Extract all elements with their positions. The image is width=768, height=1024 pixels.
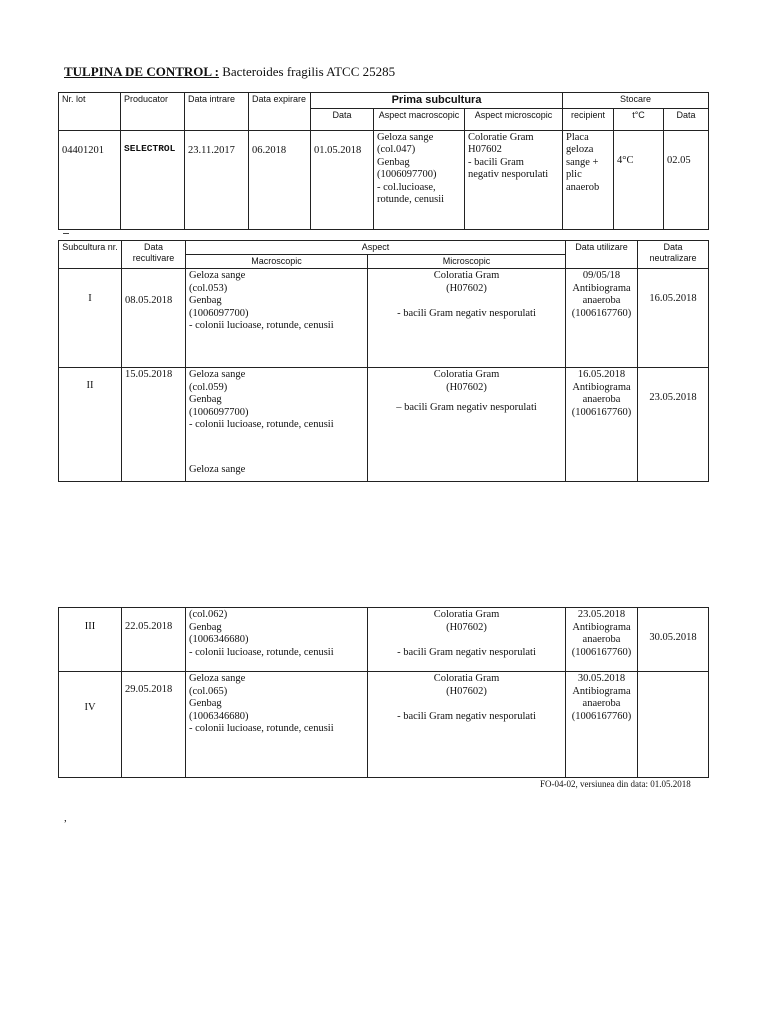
micro-note: - bacili Gram negativ nesporulati [397,711,536,722]
neutral-date [638,672,709,778]
entry-date: 23.11.2017 [185,130,249,229]
header-macroscopic: Macroscopic [186,255,368,269]
header-use-date: Data utilizare [566,241,638,269]
macro-line: (1006346680) [189,710,249,722]
micro-line: (H07602) [446,685,487,697]
subculture-nr: III [59,608,122,672]
use-cell [566,608,638,672]
macro-line: (col.047) [377,144,416,155]
header-aspect: Aspect [186,241,566,255]
macro-line: - col.lucioase, [377,181,436,193]
use-line: anaeroba [582,634,621,645]
header-neutral-date: Data neutralizare [638,241,709,269]
use-line: (1006167760) [571,710,632,722]
micro-line: Coloratia Gram [433,673,500,684]
header-storage: Stocare [563,93,709,109]
micro-cell [368,269,566,368]
use-cell [566,269,638,368]
container-line: geloza [566,144,594,155]
macro-cell [186,608,368,672]
storage-temp: 4°C [614,130,664,229]
table-row [59,672,709,778]
macro-line: (1006097700) [189,307,249,319]
macro-line: (1006346680) [189,634,249,645]
macro-cell [186,672,368,778]
macro-line: Genbag [189,698,222,709]
macro-line: (col.059) [189,381,228,393]
use-line: Antibiograma [572,621,631,633]
micro-cell [368,672,566,778]
use-line: Antibiograma [572,282,631,294]
subculture-table-continued [58,607,709,778]
macro-line: (1006097700) [189,406,249,418]
container-line: anaerob [566,181,600,193]
neutral-date: 23.05.2018 [638,368,709,482]
header-microscopic: Microscopic [368,255,566,269]
table-row [59,269,709,368]
subculture-nr: I [59,269,122,368]
header-first-subculture: Prima subcultura [311,93,563,109]
stray-mark: , [64,812,67,824]
micro-line: (H07602) [446,282,487,294]
macro-line: Genbag [377,156,410,168]
recult-date: 22.05.2018 [122,608,186,672]
header-recult-date: Data recultivare [122,241,186,269]
expiry-date: 06.2018 [249,130,311,229]
macro-line: - colonii lucioase, rotunde, cenusii [189,419,334,430]
macro-description [374,130,465,229]
micro-cell [368,368,566,482]
macro-line: - colonii lucioase, rotunde, cenusii [189,320,334,331]
use-line: Antibiograma [572,685,631,697]
micro-line: Coloratia Gram [433,270,500,281]
header-subculture-nr: Subcultura nr. [59,241,122,269]
macro-line: - colonii lucioase, rotunde, cenusii [189,646,334,658]
use-line: 09/05/18 [582,270,621,281]
use-line: (1006167760) [571,307,632,319]
header-macro: Aspect macroscopic [374,108,465,130]
lot-number: 04401201 [59,130,121,229]
use-line: 23.05.2018 [577,609,626,620]
header-storage-date: Data [664,108,709,130]
use-line: (1006167760) [571,646,632,658]
macro-extra-line: Geloza sange [189,463,246,475]
control-strain-table [58,92,709,230]
micro-note: - bacili Gram negativ nesporulati [397,647,536,658]
storage-container [563,130,614,229]
use-line: (1006167760) [571,406,632,418]
macro-line: (col.053) [189,282,228,294]
recult-date: 15.05.2018 [122,368,186,482]
page-title [64,64,395,80]
stray-dash [63,233,69,234]
micro-line: Coloratia Gram [433,369,500,380]
macro-line: Genbag [189,621,222,633]
subculture-table [58,240,709,482]
macro-line: Genbag [189,394,222,405]
use-cell [566,368,638,482]
table-row [59,368,709,482]
macro-line: (1006097700) [377,169,437,180]
macro-line: (col.062) [189,609,228,620]
macro-cell [186,368,368,482]
macro-line: Geloza sange [189,369,246,380]
macro-line: (col.065) [189,685,228,697]
header-lot: Nr. lot [59,93,121,131]
subculture-date: 01.05.2018 [311,130,374,229]
form-footer: FO-04-02, versiunea din data: 01.05.2018 [540,779,691,789]
neutral-date: 30.05.2018 [638,608,709,672]
macro-line: Geloza sange [189,270,246,281]
macro-line: Geloza sange [377,131,434,143]
macro-line: Genbag [189,295,222,306]
header-producer: Producator [121,93,185,131]
use-line: 30.05.2018 [577,673,626,684]
micro-cell [368,608,566,672]
header-micro: Aspect microscopic [465,108,563,130]
title-value: Bacteroides fragilis ATCC 25285 [222,64,396,79]
container-line: Placa [566,131,589,143]
producer-name: SELECTROL [121,130,185,229]
micro-line: negativ nesporulati [468,169,549,180]
table-row [59,608,709,672]
micro-description [465,130,563,229]
micro-line: Coloratia Gram [433,609,500,620]
use-line: anaeroba [582,698,621,709]
container-line: plic [566,169,582,180]
macro-line: Geloza sange [189,673,246,684]
micro-line: H07602 [468,144,502,155]
header-entry-date: Data intrare [185,93,249,131]
header-container: recipient [563,108,614,130]
use-line: Antibiograma [572,381,631,393]
use-line: 16.05.2018 [577,369,626,380]
neutral-date: 16.05.2018 [638,269,709,368]
micro-line: (H07602) [446,621,487,633]
header-expiry-date: Data expirare [249,93,311,131]
micro-note: - bacili Gram negativ nesporulati [397,308,536,319]
macro-line: - colonii lucioase, rotunde, cenusii [189,723,334,734]
micro-line: (H07602) [446,381,487,393]
recult-date: 08.05.2018 [122,269,186,368]
subculture-nr: IV [59,672,122,778]
header-sub-date: Data [311,108,374,130]
use-cell [566,672,638,778]
subculture-nr: II [59,368,122,482]
use-line: anaeroba [582,295,621,306]
macro-line: rotunde, cenusii [377,194,445,205]
title-label: TULPINA DE CONTROL : [64,64,219,79]
micro-note: – bacili Gram negativ nesporulati [396,402,537,413]
recult-date: 29.05.2018 [122,672,186,778]
storage-date: 02.05 [664,130,709,229]
macro-cell [186,269,368,368]
micro-line: Coloratie Gram [468,131,534,143]
container-line: sange + [566,156,599,168]
header-temp: t°C [614,108,664,130]
use-line: anaeroba [582,394,621,405]
micro-line: - bacili Gram [468,156,524,168]
